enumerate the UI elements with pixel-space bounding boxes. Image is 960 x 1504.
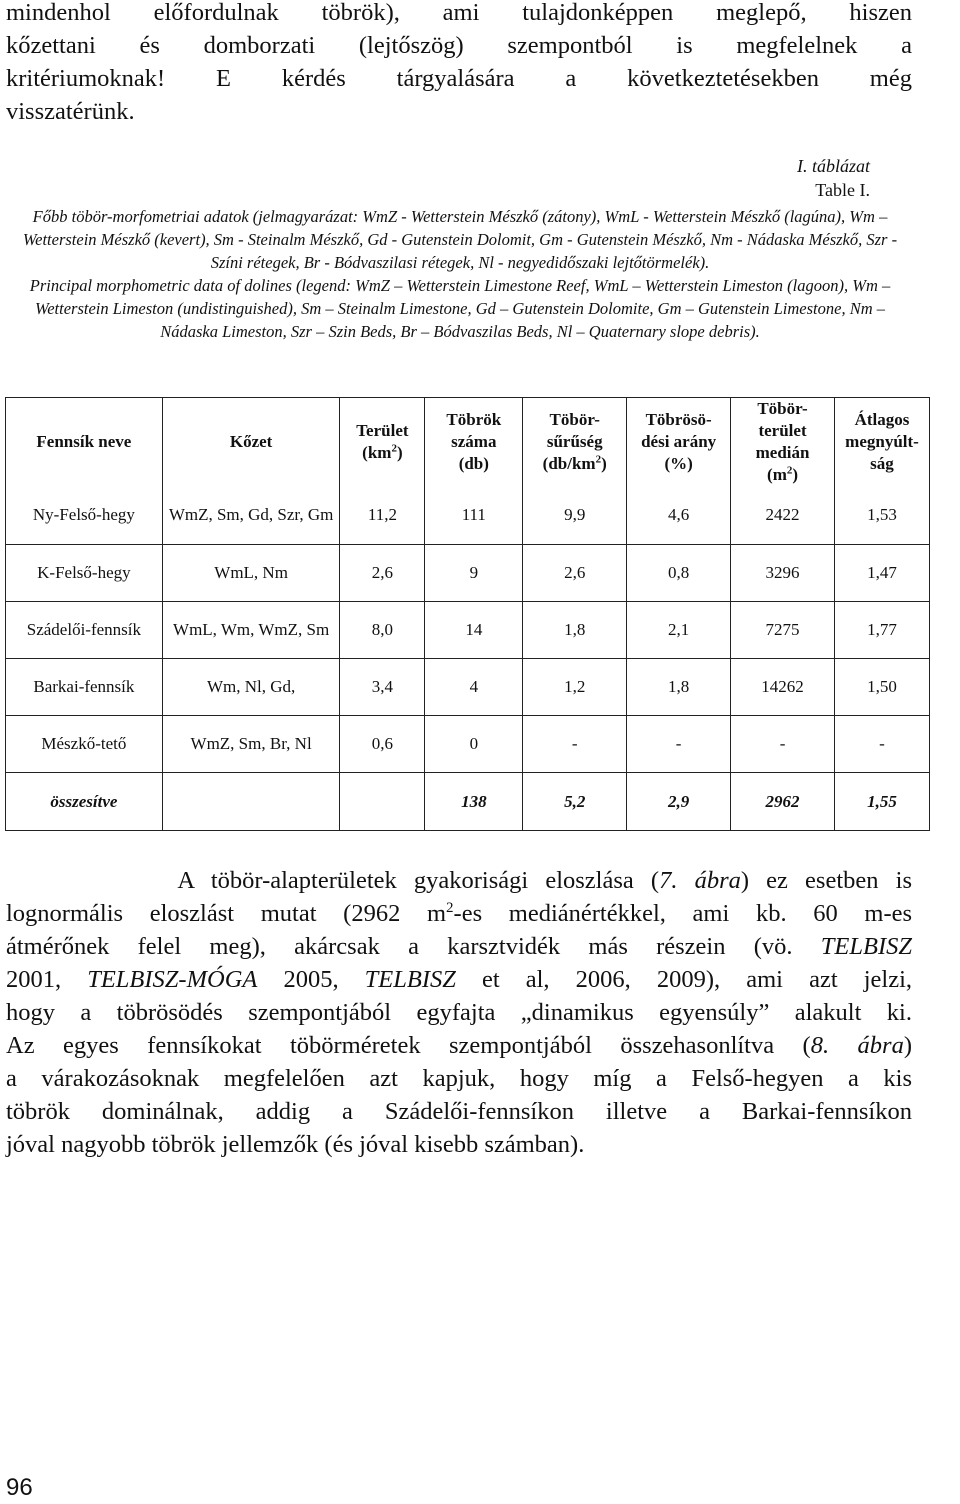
cell-density: 9,9 [523,486,627,545]
cell-density: 2,6 [523,545,627,602]
cell-rock: WmZ, Sm, Br, Nl [162,716,340,773]
cell-area: 2,6 [340,545,425,602]
cell-name: Szádelői-fennsík [6,602,163,659]
body-line: hogy a töbrösödés szempontjából egyfajta „dinamikus egyensúly” alakult ki. [6,999,912,1026]
cell-name: Ny-Felső-hegy [6,486,163,545]
body-line: töbrök dominálnak, addig a Szádelői-fennsíkon illetve a Barkai-fennsíkon [6,1098,912,1125]
cell-ratio: 0,8 [627,545,731,602]
cell-area: 3,4 [340,659,425,716]
cell-rock: WmL, Nm [162,545,340,602]
cell-rock: WmZ, Sm, Gd, Szr, Gm [162,486,340,545]
figure-ref: 7. ábra [659,867,741,894]
cell-density: 1,8 [523,602,627,659]
intro-paragraph [6,0,912,128]
cell-total-label: összesítve [6,773,163,831]
intro-line: kőzettani és domborzati (lejtőszög) szempontból is megfelelnek a [6,32,912,59]
body-paragraph [6,864,912,1161]
header-density: Töbör- sűrűség $(db/km^2)$ [523,398,627,487]
cell-elongation: 1,50 [834,659,929,716]
cell-area: 8,0 [340,602,425,659]
table-caption-hu: Főbb töbör-morfometriai adatok (jelmagyarázat: WmZ - Wetterstein Mészkő (zátony), WmL - Wetterstein Mészkő (lagúna), Wm – Wetterstein Mészkő (kevert), Sm - Steinalm Mészkő, Gd - Gutenstein Dolomit, Gm - Gutenstein Mészkő, Nm - Nádaska Mészkő, Szr - Színi rétegek, Br - Bódvaszilasi rétegek, Nl - negyedidőszaki lejtőtörmelék). [22,207,898,272]
body-line: lognormális eloszlást mutat (2962 $m^2-es$ mediánértékkel, ami kb. 60 m-es [6,899,913,927]
header-elongation: Átlagos megnyúlt- ság [834,398,929,487]
header-name: Fennsík neve [6,398,163,487]
header-ratio: Töbrösö- dési arány (%) [627,398,731,487]
body-line: átmérőnek felel meg), akárcsak a karsztvidék más részein (vö. TELBISZ [6,933,912,960]
cell-total-count: 138 [425,773,523,831]
cell-elongation: - [834,716,929,773]
table-header-row [6,398,930,487]
header-rock: Kőzet [162,398,340,487]
intro-line: kritériumoknak! E kérdés tárgyalására a következtetésekben még [6,65,912,92]
table-label-hu: I. táblázat [796,156,870,176]
header-area: Terület $(km^2)$ [340,398,425,487]
body-line: A töbör-alapterületek gyakorisági eloszlása (7. ábra) ez esetben is [177,867,912,894]
cell-density: 1,2 [523,659,627,716]
cell-count: 9 [425,545,523,602]
cell-count: 0 [425,716,523,773]
table-label-en: Table I. [815,180,870,200]
cell-total-median: 2962 [731,773,835,831]
table-row [6,659,930,716]
cell-ratio: - [627,716,731,773]
citation: TELBISZ [820,933,912,960]
figure-ref: 8. ábra [810,1032,904,1059]
table-total-row [6,773,930,831]
body-line: jóval nagyobb töbrök jellemzők (és jóval kisebb számban). [6,1131,585,1158]
cell-count: 4 [425,659,523,716]
cell-total-rock [162,773,340,831]
cell-total-density: 5,2 [523,773,627,831]
cell-elongation: 1,47 [834,545,929,602]
intro-line: mindenhol előfordulnak töbrök), ami tulajdonképpen meglepő, hiszen [6,0,912,26]
cell-ratio: 4,6 [627,486,731,545]
cell-rock: Wm, Nl, Gd, [162,659,340,716]
cell-median: 2422 [731,486,835,545]
cell-ratio: 2,1 [627,602,731,659]
table-row [6,486,930,545]
cell-median: 3296 [731,545,835,602]
citation: TELBISZ-MÓGA [87,966,258,993]
cell-median: 14262 [731,659,835,716]
cell-area: 0,6 [340,716,425,773]
cell-ratio: 1,8 [627,659,731,716]
body-line: a várakozásoknak megfelelően azt kapjuk, hogy míg a Felső-hegyen a kis [6,1065,912,1092]
cell-name: Barkai-fennsík [6,659,163,716]
header-count: Töbrök száma (db) [425,398,523,487]
cell-total-area [340,773,425,831]
table-row [6,716,930,773]
intro-line: visszatérünk. [6,98,135,125]
cell-area: 11,2 [340,486,425,545]
table-caption-en: Principal morphometric data of dolines (legend: WmZ – Wetterstein Limestone Reef, WmL – Wetterstein Limeston (lagoon), Wm – Wetterstein Limeston (undistinguished), Sm – Steinalm Limestone, Gd – Gutenstein Dolomite, Gm – Gutenstein Limestone, Nm – Nádaska Limeston, Szr – Szin Beds, Br – Bódvaszilas Beds, Nl – Quaternary slope debris). [29,276,891,341]
morphometry-table [5,397,930,831]
cell-density: - [523,716,627,773]
body-line: Az egyes fennsíkokat töbörméretek szempontjából összehasonlítva (8. ábra) [6,1032,912,1059]
cell-rock: WmL, Wm, WmZ, Sm [162,602,340,659]
cell-total-elongation: 1,55 [834,773,929,831]
cell-median: - [731,716,835,773]
cell-count: 111 [425,486,523,545]
cell-elongation: 1,53 [834,486,929,545]
header-median: Töbör- terület medián $(m^2)$ [731,398,835,487]
table-row [6,602,930,659]
table-row [6,545,930,602]
cell-name: K-Felső-hegy [6,545,163,602]
citation: TELBISZ [364,966,456,993]
cell-count: 14 [425,602,523,659]
cell-median: 7275 [731,602,835,659]
cell-name: Mészkő-tető [6,716,163,773]
cell-elongation: 1,77 [834,602,929,659]
body-line: 2001, TELBISZ-MÓGA 2005, TELBISZ et al, 2006, 2009), ami azt jelzi, [6,966,913,993]
cell-total-ratio: 2,9 [627,773,731,831]
page-number: 96 [6,1474,33,1501]
